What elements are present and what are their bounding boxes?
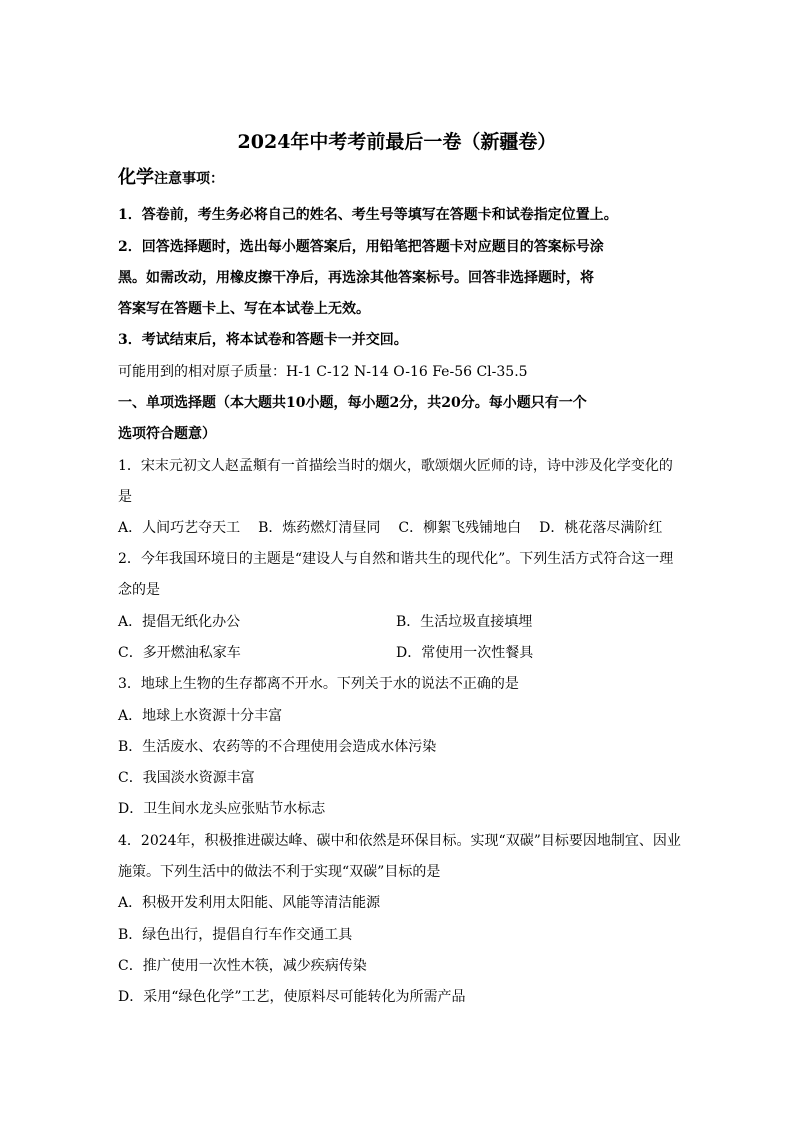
section-heading: 一、单项选择题（本大题共10小题，每小题2分，共20分。每小题只有一个: [118, 395, 587, 411]
instruction-3: 3．考试结束后，将本试卷和答题卡一并交回。: [118, 332, 408, 348]
instruction-2: 2．回答选择题时，选出每小题答案后，用铅笔把答题卡对应题目的答案标号涂: [118, 239, 604, 255]
q1-option-b: B．炼药燃灯清昼同: [258, 520, 381, 536]
q1-option-a: A．人间巧艺夺天工: [118, 520, 241, 536]
q4-option-d: D．采用“绿色化学”工艺，使原料尽可能转化为所需产品: [118, 989, 466, 1005]
q4-option-b: B．绿色出行，提倡自行车作交通工具: [118, 927, 353, 943]
q1-option-c: C．柳絮飞残铺地白: [398, 520, 522, 536]
instruction-2-cont-a: 黑。如需改动，用橡皮擦干净后，再选涂其他答案标号。回答非选择题时，将: [118, 270, 594, 286]
question-1-text: 1．宋末元初文人赵孟頫有一首描绘当时的烟火，歌颂烟火匠师的诗，诗中涉及化学变化的: [118, 458, 673, 474]
q2-option-c: C．多开燃油私家车: [118, 645, 241, 661]
q1-option-d: D．桃花落尽满阶红: [539, 520, 663, 536]
atomic-masses: 可能用到的相对原子质量：H-1 C-12 N-14 O-16 Fe-56 Cl-35.5: [118, 364, 528, 380]
q2-option-b: B．生活垃圾直接填埋: [396, 614, 533, 630]
question-2-text-cont: 念的是: [118, 582, 160, 598]
exam-title: 2024年中考考前最后一卷（新疆卷）: [237, 131, 557, 153]
q3-option-b: B．生活废水、农药等的不合理使用会造成水体污染: [118, 739, 437, 755]
q3-option-c: C．我国淡水资源丰富: [118, 770, 255, 786]
q2-option-d: D．常使用一次性餐具: [396, 645, 534, 661]
q3-option-d: D．卫生间水龙头应张贴节水标志: [118, 801, 326, 817]
question-3-text: 3．地球上生物的生存都离不开水。下列关于水的说法不正确的是: [118, 676, 519, 692]
q2-option-a: A．提倡无纸化办公: [118, 614, 241, 630]
question-1-text-cont: 是: [118, 489, 132, 505]
question-1-options: [118, 518, 680, 538]
q3-option-a: A．地球上水资源十分丰富: [118, 708, 283, 724]
question-4-text: 4．2024年，积极推进碳达峰、碳中和依然是环保目标。实现“双碳”目标要因地制宜、因业: [118, 833, 681, 849]
subject-line: [118, 168, 224, 189]
instruction-2-cont-b: 答案写在答题卡上、写在本试卷上无效。: [118, 301, 370, 317]
q4-option-c: C．推广使用一次性木筷，减少疾病传染: [118, 958, 367, 974]
notice-heading: 注意事项：: [154, 171, 224, 187]
subject-label: 化学: [118, 167, 154, 188]
section-heading-cont: 选项符合题意）: [118, 426, 216, 442]
question-4-text-cont: 施策。下列生活中的做法不利于实现“双碳”目标的是: [118, 864, 441, 880]
question-2-text: 2．今年我国环境日的主题是“建设人与自然和谐共生的现代化”。下列生活方式符合这一理: [118, 551, 674, 567]
instruction-1: 1．答卷前，考生务必将自己的姓名、考生号等填写在答题卡和试卷指定位置上。: [118, 207, 618, 223]
q4-option-a: A．积极开发利用太阳能、风能等清洁能源: [118, 895, 381, 911]
